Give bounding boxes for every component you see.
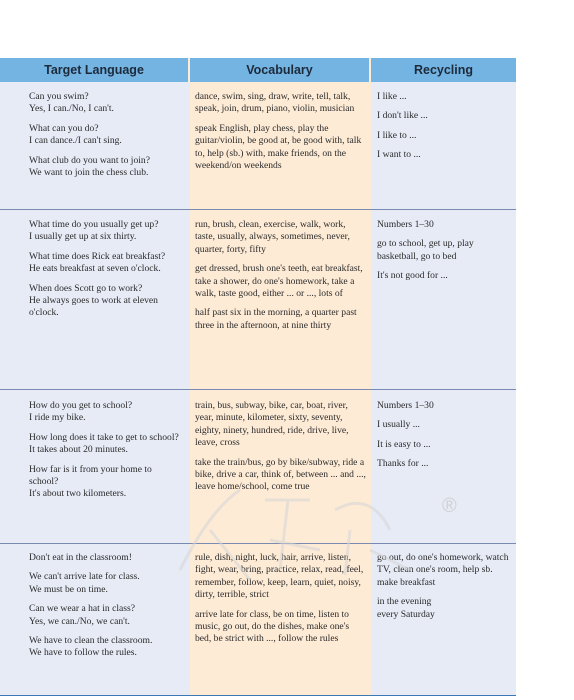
- recycling-item: I like to ...: [377, 129, 417, 141]
- row-4-target-cell: [29, 552, 179, 667]
- recycling-item: in the evening every Saturday: [377, 596, 435, 620]
- recycling-item: I don't like ...: [377, 110, 428, 122]
- recycling-item: I want to ...: [377, 149, 421, 161]
- header-recycling: Recycling: [371, 58, 516, 82]
- target-sentence: We have to clean the classroom. We have to follow the rules.: [29, 635, 153, 659]
- target-sentence: What time does Rick eat breakfast? He eats breakfast at seven o'clock.: [29, 250, 166, 275]
- row-divider: [0, 209, 516, 210]
- target-sentence: What can you do? I can dance./I can't sing.: [29, 122, 122, 147]
- vocab-group: arrive late for class, be on time, listen to music, go out, do the dishes, make one's bed, be strict with ..., follow the rules: [195, 608, 350, 645]
- target-sentence: What club do you want to join? We want to join the chess club.: [29, 154, 150, 179]
- recycling-item: Numbers 1–30: [377, 219, 434, 230]
- syllabus-table: [0, 58, 516, 696]
- target-sentence: Don't eat in the classroom!: [29, 552, 132, 563]
- vocab-group: run, brush, clean, exercise, walk, work, taste, usually, always, sometimes, never, quarter, forty, fifty: [195, 219, 350, 255]
- vocab-group: half past six in the morning, a quarter past three in the afternoon, at nine thirty: [195, 307, 357, 331]
- row-3-recycling-cell: [377, 400, 511, 478]
- row-2-recycling-cell: [377, 219, 511, 290]
- target-sentence: Can you swim? Yes, I can./No, I can't.: [29, 91, 114, 115]
- row-4-recycling-cell: [377, 552, 511, 628]
- row-2-vocab-cell: [195, 219, 367, 339]
- recycling-item: It's not good for ...: [377, 270, 448, 282]
- vocab-group: dance, swim, sing, draw, write, tell, talk, speak, join, drum, piano, violin, musician: [195, 91, 355, 115]
- row-2-target-cell: [29, 219, 179, 327]
- vocab-group: get dressed, brush one's teeth, eat breakfast, take a shower, do one's homework, take a walk, taste good, either ... or ..., lots of: [195, 263, 363, 300]
- row-3-vocab-cell: [195, 400, 367, 501]
- row-1-recycling-cell: [377, 91, 511, 169]
- target-sentence: How long does it take to get to school? It takes about 20 minutes.: [29, 431, 179, 456]
- target-sentence: We can't arrive late for class. We must be on time.: [29, 571, 140, 595]
- recycling-item: Numbers 1–30: [377, 400, 434, 411]
- target-sentence: How far is it from your home to school? It's about two kilometers.: [29, 463, 152, 500]
- target-sentence: What time do you usually get up? I usually get up at six thirty.: [29, 219, 159, 243]
- registered-mark: ®: [442, 495, 457, 517]
- recycling-item: I usually ...: [377, 419, 420, 431]
- vocab-group: rule, dish, night, luck, hair, arrive, listen, fight, wear, bring, practice, relax, read, feel, remember, follow, keep, learn, quiet, noisy, dirty, terrible, strict: [195, 552, 364, 601]
- row-divider: [0, 543, 516, 544]
- header-target-language: Target Language: [0, 58, 190, 82]
- target-sentence: How do you get to school? I ride my bike.: [29, 400, 133, 424]
- target-sentence: When does Scott go to work? He always goes to work at eleven o'clock.: [29, 282, 158, 319]
- recycling-item: go out, do one's homework, watch TV, clean one's room, help sb. make breakfast: [377, 552, 509, 588]
- vocab-group: speak English, play chess, play the guitar/violin, be good at, be good with, talk to, help (sb.) with, make friends, on the weekend/on weekends: [195, 122, 362, 172]
- recycling-item: Thanks for ...: [377, 458, 429, 470]
- row-1-vocab-cell: [195, 91, 367, 179]
- recycling-item: It is easy to ...: [377, 438, 431, 450]
- row-1-target-cell: [29, 91, 179, 186]
- recycling-item: go to school, get up, play basketball, go to bed: [377, 238, 474, 262]
- header-vocabulary: Vocabulary: [190, 58, 371, 82]
- row-4-vocab-cell: [195, 552, 367, 653]
- vocab-group: train, bus, subway, bike, car, boat, river, year, minute, kilometer, sixty, seventy, eighty, ninety, hundred, ride, drive, live, leave, cross: [195, 400, 349, 449]
- vocab-group: take the train/bus, go by bike/subway, ride a bike, drive a car, think of, between ... and ..., leave home/school, come true: [195, 456, 366, 493]
- row-3-target-cell: [29, 400, 179, 508]
- recycling-item: I like ...: [377, 91, 407, 102]
- target-sentence: Can we wear a hat in class? Yes, we can./No, we can't.: [29, 603, 136, 627]
- row-divider: [0, 389, 516, 390]
